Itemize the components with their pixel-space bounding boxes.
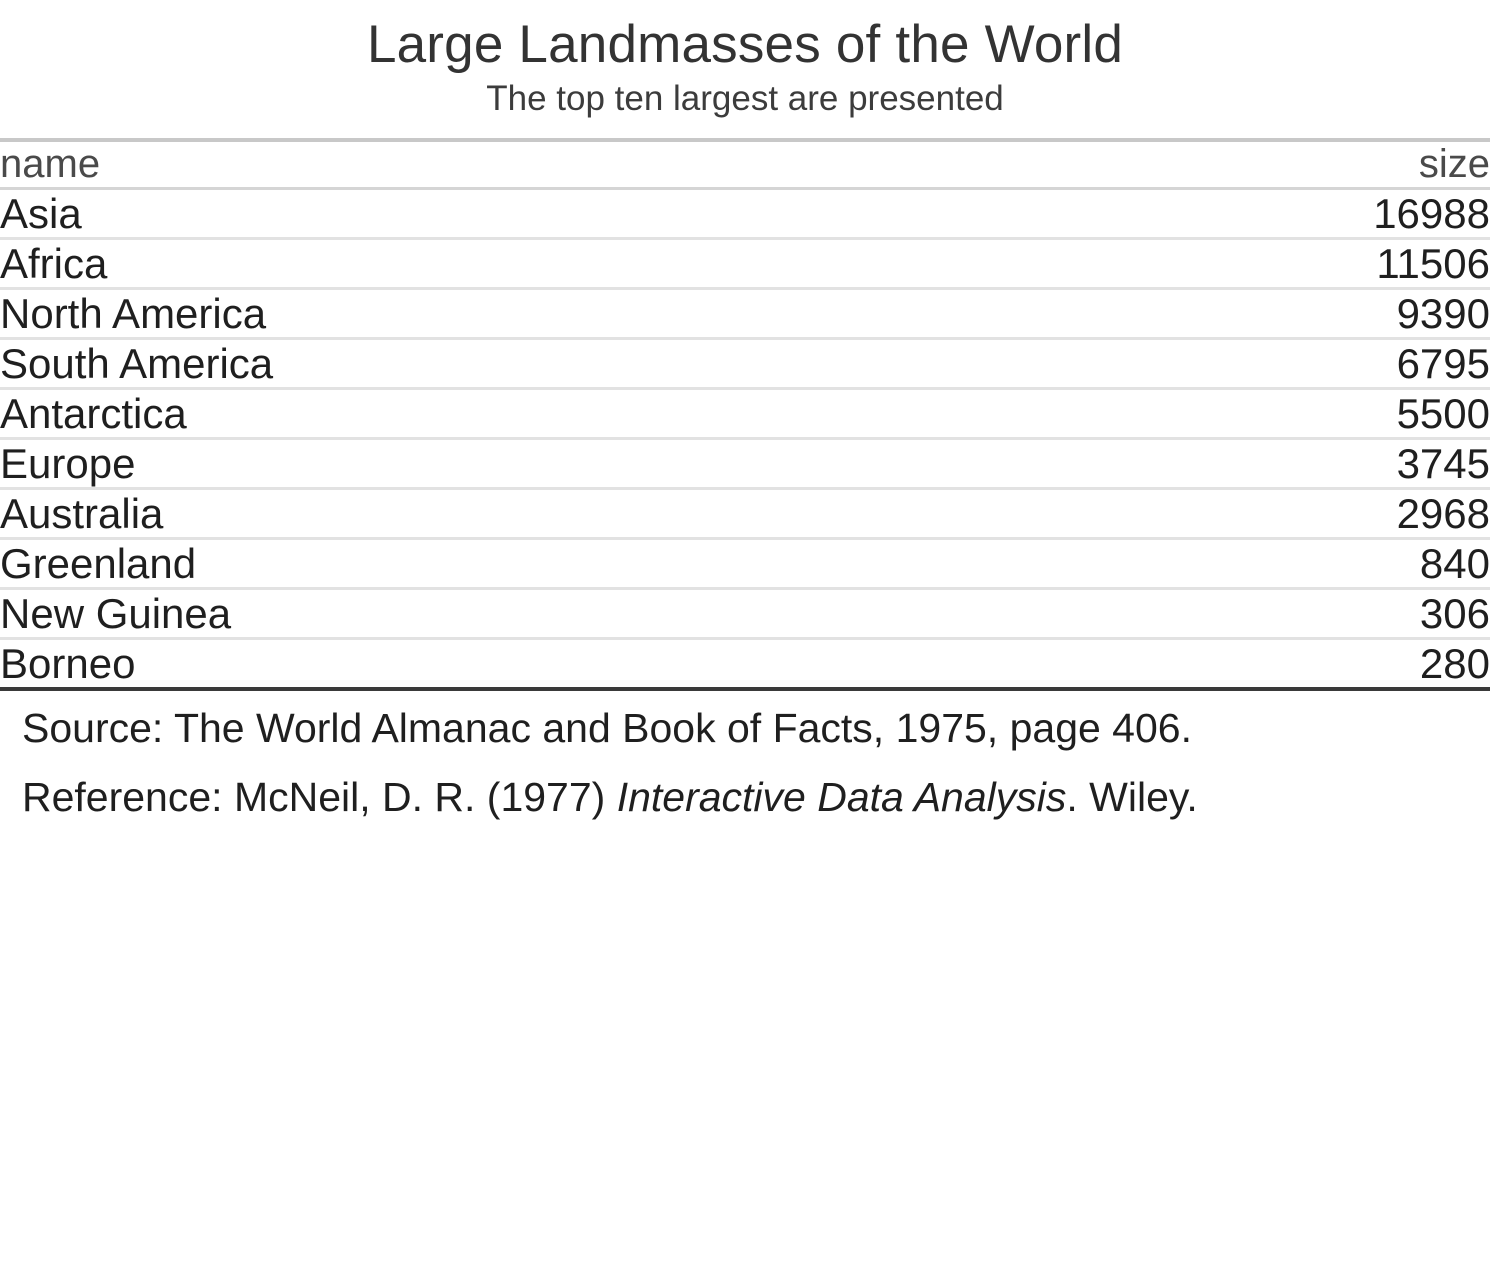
cell-size: 3745	[924, 438, 1490, 488]
cell-size: 16988	[924, 188, 1490, 238]
cell-name: Europe	[0, 438, 924, 488]
cell-name: Antarctica	[0, 388, 924, 438]
table-row	[0, 639, 1490, 690]
cell-size: 5500	[924, 388, 1490, 438]
reference-prefix: Reference: McNeil, D. R. (1977)	[22, 774, 617, 821]
cell-size: 9390	[924, 288, 1490, 338]
table-row	[0, 488, 1490, 538]
cell-name: Asia	[0, 188, 924, 238]
cell-size: 306	[924, 589, 1490, 639]
table-row	[0, 539, 1490, 589]
table-subtitle: The top ten largest are presented	[486, 79, 1004, 118]
cell-name: South America	[0, 338, 924, 388]
reference-suffix: . Wiley.	[1066, 774, 1198, 821]
cell-size: 2968	[924, 488, 1490, 538]
cell-name: Australia	[0, 488, 924, 538]
cell-size: 280	[924, 639, 1490, 690]
table-row	[0, 288, 1490, 338]
table-row	[0, 589, 1490, 639]
table-row	[0, 188, 1490, 238]
reference-note	[0, 758, 1490, 831]
table-body	[0, 188, 1490, 689]
cell-name: Greenland	[0, 539, 924, 589]
column-header-name: name	[0, 140, 924, 188]
table-row	[0, 238, 1490, 288]
table-row	[0, 338, 1490, 388]
table-header	[0, 140, 1490, 188]
cell-size: 11506	[924, 238, 1490, 288]
cell-name: New Guinea	[0, 589, 924, 639]
cell-size: 840	[924, 539, 1490, 589]
cell-size: 6795	[924, 338, 1490, 388]
table-footnotes	[0, 691, 1490, 831]
column-header-size: size	[924, 140, 1490, 188]
source-note: Source: The World Almanac and Book of Facts, 1975, page 406.	[22, 705, 1192, 752]
cell-name: Borneo	[0, 639, 924, 690]
table-row	[0, 388, 1490, 438]
table-row	[0, 438, 1490, 488]
table-title: Large Landmasses of the World	[366, 15, 1124, 74]
table-heading	[0, 0, 1490, 138]
landmasses-table	[0, 138, 1490, 691]
reference-title: Interactive Data Analysis	[616, 774, 1067, 821]
cell-name: Africa	[0, 238, 924, 288]
table-header-row	[0, 140, 1490, 188]
cell-name: North America	[0, 288, 924, 338]
